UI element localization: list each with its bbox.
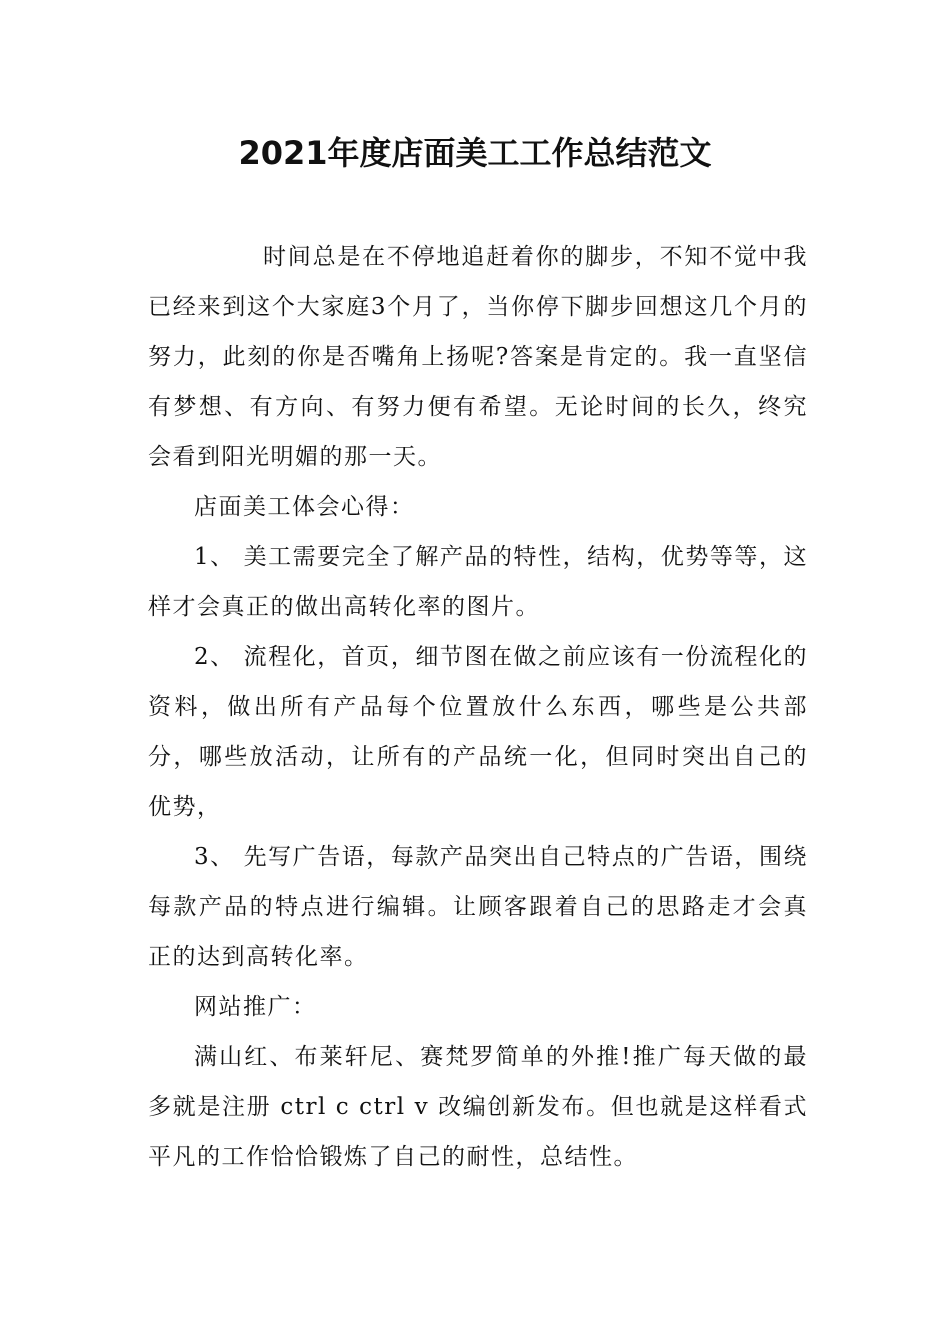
paragraph-point-3: 3、 先写广告语，每款产品突出自己特点的广告语，围绕每款产品的特点进行编辑。让顾客跟着自己的思路走才会真正的达到高转化率。 [148,844,808,970]
paragraph-heading-promotion: 网站推广： [194,994,317,1020]
paragraph-point-2: 2、 流程化，首页，细节图在做之前应该有一份流程化的资料，做出所有产品每个位置放什么东西，哪些是公共部分，哪些放活动，让所有的产品统一化，但同时突出自己的优势， [148,644,808,820]
document-body [148,232,808,1182]
paragraph-promotion: 满山红、布莱轩尼、赛梵罗简单的外推!推广每天做的最多就是注册 ctrl c ctrl v 改编创新发布。但也就是这样看式平凡的工作恰恰锻炼了自己的耐性，总结性。 [148,1044,808,1170]
paragraph-heading-experience: 店面美工体会心得： [194,494,415,520]
paragraph-intro: 时间总是在不停地追赶着你的脚步，不知不觉中我已经来到这个大家庭3个月了，当你停下脚步回想这几个月的努力，此刻的你是否嘴角上扬呢?答案是肯定的。我一直坚信有梦想、有方向、有努力便有希望。无论时间的长久，终究会看到阳光明媚的那一天。 [148,244,808,470]
document-title: 2021年度店面美工工作总结范文 [238,134,712,172]
paragraph-point-1: 1、 美工需要完全了解产品的特性，结构，优势等等，这样才会真正的做出高转化率的图片。 [148,544,808,620]
